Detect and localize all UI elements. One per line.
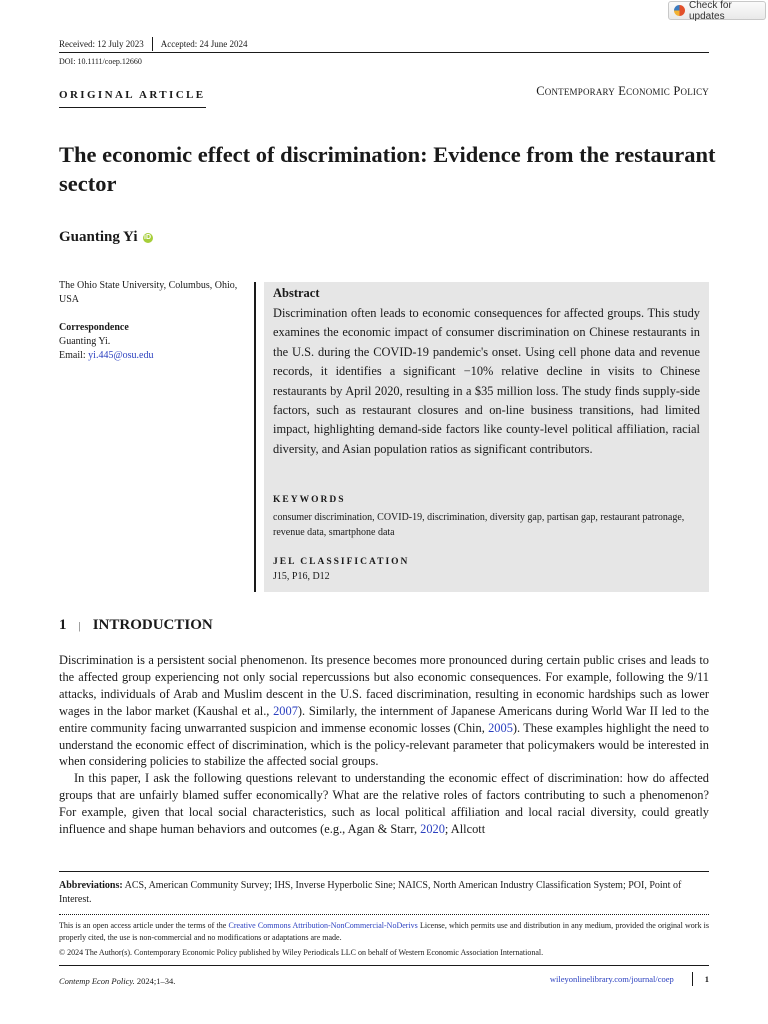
accepted-date: Accepted: 24 June 2024 xyxy=(160,39,248,49)
footer-right xyxy=(550,972,709,986)
doi: DOI: 10.1111/coep.12660 xyxy=(59,57,142,66)
article-type: ORIGINAL ARTICLE xyxy=(59,89,206,101)
email-label: Email: xyxy=(59,350,89,361)
abbreviations-label: Abbreviations: xyxy=(59,880,123,891)
email-link[interactable]: yi.445@osu.edu xyxy=(88,350,154,361)
citation-link[interactable]: 2020 xyxy=(420,822,445,837)
author-name: Guanting Yi xyxy=(59,229,138,245)
copyright: © 2024 The Author(s). Contemporary Economic Policy published by Wiley Periodicals LLC on behalf of Western Economic Association International. xyxy=(59,948,544,957)
keywords-text: consumer discrimination, COVID-19, discrimination, diversity gap, partisan gap, restaurant patronage, revenue data, smartphone data xyxy=(273,512,685,538)
paragraph: In this paper, I ask the following questions relevant to understanding the economic effect of discrimination: how do affected groups that are unfairly blamed suffer economically? What are the relative roles of factors contributing to such a phenomenon? For example, given that local social characteristics, such as local political affiliation and local racial diversity, could greatly influence and shape human behaviors and outcomes (e.g., Agan & Starr, 2020; Allcott xyxy=(59,771,709,837)
abbreviations xyxy=(59,879,709,907)
correspondence-heading: Correspondence xyxy=(59,322,129,333)
footnote-rule xyxy=(59,871,709,872)
affiliation: The Ohio State University, Columbus, Ohio, USA xyxy=(59,280,238,305)
keywords-heading: KEYWORDS xyxy=(273,495,346,505)
author xyxy=(59,229,153,246)
jel-heading: JEL CLASSIFICATION xyxy=(273,557,410,567)
citation-link[interactable]: 2007 xyxy=(273,703,298,718)
footer-rule xyxy=(59,965,709,966)
jel-text: J15, P16, D12 xyxy=(273,571,330,582)
footer-citation xyxy=(59,976,175,986)
journal-abbrev: Contemp Econ Policy. xyxy=(59,976,135,986)
license-link[interactable]: Creative Commons Attribution-NonCommercial-NoDerivs xyxy=(228,921,418,930)
paragraph: Discrimination is a persistent social phenomenon. Its presence becomes more pronounced during certain public crises and leads to the affected group experiencing not only social repercussions but also economic consequences. For example, following the 9/11 attacks, individuals of Arab and Muslim descent in the U.S. faced discrimination, resulting in economic hardships such as lower wages in the labor market (Kaushal et al., 2007). Similarly, the internment of Japanese Americans during World War II led to the entire community facing unwarranted suspicion and immense economic losses (Chin, 2005). These examples highlight the need to understand the economic effect of discrimination, which is the policy-relevant parameter that policymakers would be interested in when considering policies to stabilize the affected social groups. xyxy=(59,653,710,769)
article-title: The economic effect of discrimination: Evidence from the restaurant sector xyxy=(59,142,716,196)
footer-divider xyxy=(692,972,693,986)
check-for-updates-button[interactable] xyxy=(668,1,766,20)
abstract-side-rule xyxy=(254,282,256,592)
crossmark-icon xyxy=(674,5,685,16)
article-dates xyxy=(59,37,247,51)
abbreviations-text: ACS, American Community Survey; IHS, Inverse Hyperbolic Sine; NAICS, North American Industry Classification System; POI, Point of Interest. xyxy=(59,880,682,905)
body-text xyxy=(59,652,709,838)
section-heading xyxy=(59,617,213,634)
meta-divider xyxy=(152,37,153,51)
citation-range: 2024;1–34. xyxy=(134,976,176,986)
citation-link[interactable]: 2005 xyxy=(488,720,513,735)
page-number: 1 xyxy=(704,974,709,984)
journal-name: Contemporary Economic Policy xyxy=(536,84,709,98)
received-date: Received: 12 July 2023 xyxy=(59,39,144,49)
article-type-rule xyxy=(59,107,206,108)
abstract-text: Discrimination often leads to economic consequences for affected groups. This study examines the economic impact of consumer discrimination on Chinese restaurants in the U.S. during the COVID-19 pandemic's onset. Using cell phone data and revenue records, it identifies a significant −10% relative decline in visits to Chinese restaurants by April 2020, resulting in a $35 million loss. The study finds supply-side factors, such as restaurant closures and on-line business transitions, had limited impact, highlighting demand-side factors like county-level political affiliation, racial diversity, and Asian population ratios as significant contributors. xyxy=(273,306,700,456)
journal-url-link[interactable]: wileyonlinelibrary.com/journal/coep xyxy=(549,974,674,984)
correspondence-name: Guanting Yi. xyxy=(59,336,111,347)
correspondence-email xyxy=(59,350,154,361)
check-for-updates-label: Check for updates xyxy=(689,0,732,22)
license-text: This is an open access article under the terms of the Creative Commons Attribution-NonCommercial-NoDerivs License, which permits use and distribution in any medium, provided the original work is properly cited, the use is non-commercial and no modifications or adaptations are made. xyxy=(59,921,710,942)
orcid-icon[interactable]: iD xyxy=(144,234,151,241)
header-rule xyxy=(59,52,709,53)
section-number: 1 xyxy=(59,617,67,633)
abstract-heading: Abstract xyxy=(273,286,320,300)
section-title: INTRODUCTION xyxy=(92,617,213,633)
license-divider xyxy=(59,914,709,915)
section-separator: | xyxy=(78,619,81,632)
